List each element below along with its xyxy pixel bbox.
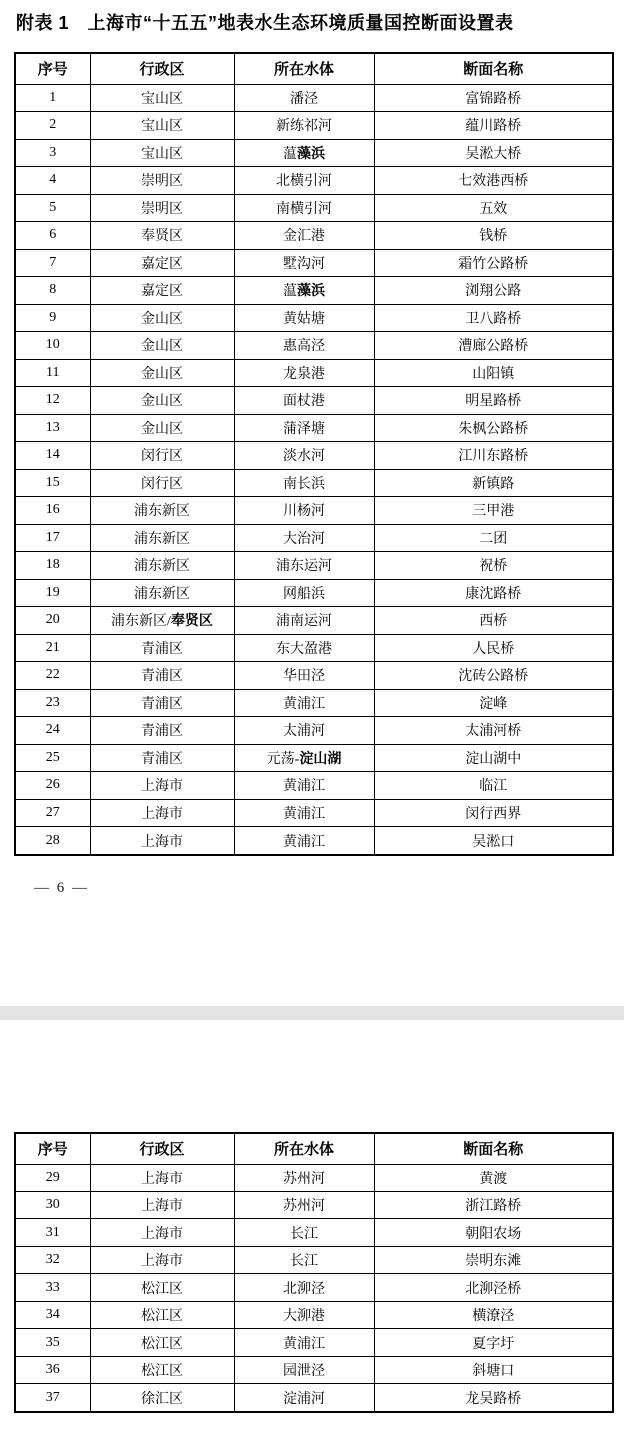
cell-所在水体: 黄浦江: [234, 827, 374, 856]
table-body: [15, 1164, 613, 1412]
table-row: [15, 167, 613, 195]
table-row: [15, 1329, 613, 1356]
cell-行政区: 奉贤区: [90, 222, 234, 250]
cell-所在水体: 南长浜: [234, 469, 374, 497]
cell-所在水体: 龙泉港: [234, 359, 374, 387]
cell-行政区: 金山区: [90, 414, 234, 442]
cell-断面名称: 漕廊公路桥: [374, 332, 613, 360]
cell-序号: 35: [15, 1329, 90, 1356]
table-row: [15, 1164, 613, 1191]
cell-序号: 3: [15, 139, 90, 167]
cell-所在水体: 苏州河: [234, 1191, 374, 1218]
table-row: [15, 84, 613, 112]
cell-断面名称: 淀山湖中: [374, 744, 613, 772]
cell-所在水体: 墅沟河: [234, 249, 374, 277]
cell-断面名称: 临江: [374, 772, 613, 800]
cell-所在水体: 长江: [234, 1219, 374, 1246]
table-row: [15, 387, 613, 415]
table-row: [15, 827, 613, 856]
cell-断面名称: 西桥: [374, 607, 613, 635]
table-header-row: [15, 1133, 613, 1164]
cell-所在水体: 黄姑塘: [234, 304, 374, 332]
cell-所在水体: 东大盈港: [234, 634, 374, 662]
table-row: [15, 222, 613, 250]
cell-行政区: 浦东新区: [90, 552, 234, 580]
cell-断面名称: 新镇路: [374, 469, 613, 497]
cell-所在水体: 黄浦江: [234, 772, 374, 800]
cell-断面名称: 祝桥: [374, 552, 613, 580]
monitoring-table-page1: [14, 52, 614, 856]
cell-序号: 37: [15, 1384, 90, 1412]
cell-所在水体: 园泄泾: [234, 1356, 374, 1383]
cell-序号: 12: [15, 387, 90, 415]
cell-行政区: 崇明区: [90, 167, 234, 195]
cell-断面名称: 明星路桥: [374, 387, 613, 415]
cell-行政区: 青浦区: [90, 662, 234, 690]
table-row: [15, 1191, 613, 1218]
cell-所在水体: 华田泾: [234, 662, 374, 690]
table-row: [15, 1274, 613, 1301]
cell-断面名称: 人民桥: [374, 634, 613, 662]
cell-断面名称: 斜塘口: [374, 1356, 613, 1383]
header-row: [15, 53, 613, 84]
cell-所在水体: 太浦河: [234, 717, 374, 745]
cell-断面名称: 夏字圩: [374, 1329, 613, 1356]
cell-行政区: 嘉定区: [90, 277, 234, 305]
cell-断面名称: 七效港西桥: [374, 167, 613, 195]
cell-行政区: 上海市: [90, 1246, 234, 1273]
table-row: [15, 579, 613, 607]
cell-行政区: 闵行区: [90, 442, 234, 470]
table-row: [15, 772, 613, 800]
cell-序号: 18: [15, 552, 90, 580]
table-row: [15, 1384, 613, 1412]
table-row: [15, 1301, 613, 1328]
cell-行政区: 崇明区: [90, 194, 234, 222]
text-segment: 浦东新区/: [111, 614, 171, 630]
column-header: 行政区: [90, 53, 234, 84]
cell-序号: 13: [15, 414, 90, 442]
table-row: [15, 689, 613, 717]
text-segment: 淀山湖: [299, 751, 342, 767]
cell-所在水体: 苏州河: [234, 1164, 374, 1191]
cell-断面名称: 淀峰: [374, 689, 613, 717]
column-header: 所在水体: [234, 53, 374, 84]
table-row: [15, 194, 613, 222]
column-header: 序号: [15, 53, 90, 84]
cell-行政区: [90, 607, 234, 635]
cell-序号: 17: [15, 524, 90, 552]
cell-序号: 9: [15, 304, 90, 332]
page-number: — 6 —: [34, 880, 89, 896]
table-row: [15, 442, 613, 470]
cell-所在水体: 黄浦江: [234, 1329, 374, 1356]
table-row: [15, 607, 613, 635]
table-row: [15, 112, 613, 140]
cell-序号: 2: [15, 112, 90, 140]
column-header: 断面名称: [374, 53, 613, 84]
cell-行政区: 浦东新区: [90, 497, 234, 525]
cell-断面名称: 康沈路桥: [374, 579, 613, 607]
cell-行政区: 松江区: [90, 1274, 234, 1301]
table-row: [15, 634, 613, 662]
cell-行政区: 青浦区: [90, 689, 234, 717]
cell-所在水体: 大泖港: [234, 1301, 374, 1328]
cell-序号: 24: [15, 717, 90, 745]
cell-序号: 4: [15, 167, 90, 195]
cell-行政区: 上海市: [90, 799, 234, 827]
cell-序号: 28: [15, 827, 90, 856]
cell-行政区: 松江区: [90, 1329, 234, 1356]
cell-所在水体: 北泖泾: [234, 1274, 374, 1301]
text-segment: 蕰: [283, 146, 297, 162]
column-header: 断面名称: [374, 1133, 613, 1164]
text-segment: 藻浜: [297, 284, 325, 300]
cell-所在水体: 黄浦江: [234, 689, 374, 717]
cell-序号: 14: [15, 442, 90, 470]
cell-行政区: 金山区: [90, 332, 234, 360]
cell-断面名称: 北泖泾桥: [374, 1274, 613, 1301]
table-row: [15, 249, 613, 277]
table-row: [15, 524, 613, 552]
cell-行政区: 闵行区: [90, 469, 234, 497]
table-header-row: [15, 53, 613, 84]
table-row: [15, 717, 613, 745]
cell-断面名称: 闵行西界: [374, 799, 613, 827]
table-row: [15, 139, 613, 167]
cell-序号: 19: [15, 579, 90, 607]
table-body: [15, 84, 613, 855]
header-row: [15, 1133, 613, 1164]
cell-所在水体: 淡水河: [234, 442, 374, 470]
doc-title: 附表 1 上海市“十五五”地表水生态环境质量国控断面设置表: [16, 13, 514, 33]
table-row: [15, 414, 613, 442]
cell-断面名称: 朱枫公路桥: [374, 414, 613, 442]
cell-行政区: 浦东新区: [90, 579, 234, 607]
cell-所在水体: 网船浜: [234, 579, 374, 607]
table-row: [15, 359, 613, 387]
cell-行政区: 宝山区: [90, 84, 234, 112]
cell-序号: 36: [15, 1356, 90, 1383]
cell-序号: 15: [15, 469, 90, 497]
cell-所在水体: 川杨河: [234, 497, 374, 525]
cell-断面名称: 朝阳农场: [374, 1219, 613, 1246]
cell-所在水体: 面杖港: [234, 387, 374, 415]
cell-断面名称: 沈砖公路桥: [374, 662, 613, 690]
column-header: 行政区: [90, 1133, 234, 1164]
cell-所在水体: [234, 139, 374, 167]
cell-行政区: 金山区: [90, 387, 234, 415]
cell-行政区: 上海市: [90, 772, 234, 800]
cell-断面名称: 钱桥: [374, 222, 613, 250]
table-row: [15, 552, 613, 580]
cell-所在水体: 北横引河: [234, 167, 374, 195]
text-segment: 元荡-: [266, 751, 300, 767]
cell-断面名称: 太浦河桥: [374, 717, 613, 745]
cell-序号: 20: [15, 607, 90, 635]
text-segment: 藻浜: [297, 146, 325, 162]
cell-序号: 16: [15, 497, 90, 525]
cell-行政区: 青浦区: [90, 634, 234, 662]
cell-行政区: 上海市: [90, 827, 234, 856]
column-header: 所在水体: [234, 1133, 374, 1164]
cell-序号: 31: [15, 1219, 90, 1246]
table-row: [15, 332, 613, 360]
cell-断面名称: 崇明东滩: [374, 1246, 613, 1273]
text-segment: 蕰: [283, 284, 297, 300]
cell-断面名称: 龙吴路桥: [374, 1384, 613, 1412]
cell-行政区: 青浦区: [90, 717, 234, 745]
cell-序号: 7: [15, 249, 90, 277]
cell-断面名称: 卫八路桥: [374, 304, 613, 332]
cell-断面名称: 浏翔公路: [374, 277, 613, 305]
page-separator: [0, 1006, 624, 1020]
cell-所在水体: 蒲泽塘: [234, 414, 374, 442]
cell-序号: 10: [15, 332, 90, 360]
cell-断面名称: 黄渡: [374, 1164, 613, 1191]
cell-所在水体: 长江: [234, 1246, 374, 1273]
cell-序号: 6: [15, 222, 90, 250]
cell-所在水体: 黄浦江: [234, 799, 374, 827]
cell-序号: 26: [15, 772, 90, 800]
cell-行政区: 松江区: [90, 1301, 234, 1328]
cell-所在水体: 淀浦河: [234, 1384, 374, 1412]
cell-所在水体: 浦南运河: [234, 607, 374, 635]
cell-行政区: 嘉定区: [90, 249, 234, 277]
cell-断面名称: 五效: [374, 194, 613, 222]
table-row: [15, 744, 613, 772]
cell-行政区: 金山区: [90, 304, 234, 332]
cell-断面名称: 江川东路桥: [374, 442, 613, 470]
cell-所在水体: [234, 277, 374, 305]
cell-断面名称: 二团: [374, 524, 613, 552]
cell-序号: 21: [15, 634, 90, 662]
table-row: [15, 1246, 613, 1273]
table-row: [15, 304, 613, 332]
cell-断面名称: 吴淞口: [374, 827, 613, 856]
cell-序号: 11: [15, 359, 90, 387]
table-row: [15, 662, 613, 690]
cell-行政区: 徐汇区: [90, 1384, 234, 1412]
cell-所在水体: 金汇港: [234, 222, 374, 250]
column-header: 序号: [15, 1133, 90, 1164]
cell-序号: 22: [15, 662, 90, 690]
table-row: [15, 277, 613, 305]
cell-序号: 29: [15, 1164, 90, 1191]
table-row: [15, 799, 613, 827]
cell-断面名称: 三甲港: [374, 497, 613, 525]
table-row: [15, 497, 613, 525]
cell-序号: 23: [15, 689, 90, 717]
cell-序号: 33: [15, 1274, 90, 1301]
cell-断面名称: 山阳镇: [374, 359, 613, 387]
cell-行政区: 浦东新区: [90, 524, 234, 552]
cell-序号: 5: [15, 194, 90, 222]
text-segment: 奉贤区: [170, 614, 213, 630]
cell-所在水体: 大治河: [234, 524, 374, 552]
cell-行政区: 宝山区: [90, 139, 234, 167]
cell-序号: 1: [15, 84, 90, 112]
cell-行政区: 青浦区: [90, 744, 234, 772]
cell-行政区: 上海市: [90, 1164, 234, 1191]
cell-序号: 25: [15, 744, 90, 772]
cell-所在水体: 新练祁河: [234, 112, 374, 140]
cell-行政区: 金山区: [90, 359, 234, 387]
cell-所在水体: 潘泾: [234, 84, 374, 112]
cell-所在水体: [234, 744, 374, 772]
cell-序号: 34: [15, 1301, 90, 1328]
monitoring-table-page2: [14, 1132, 614, 1413]
cell-断面名称: 浙江路桥: [374, 1191, 613, 1218]
cell-断面名称: 吴淞大桥: [374, 139, 613, 167]
cell-序号: 32: [15, 1246, 90, 1273]
cell-序号: 8: [15, 277, 90, 305]
table-row: [15, 1219, 613, 1246]
cell-序号: 30: [15, 1191, 90, 1218]
cell-行政区: 上海市: [90, 1191, 234, 1218]
table-row: [15, 469, 613, 497]
cell-行政区: 宝山区: [90, 112, 234, 140]
cell-断面名称: 横潦泾: [374, 1301, 613, 1328]
cell-所在水体: 南横引河: [234, 194, 374, 222]
cell-所在水体: 惠高泾: [234, 332, 374, 360]
cell-断面名称: 富锦路桥: [374, 84, 613, 112]
cell-断面名称: 蕴川路桥: [374, 112, 613, 140]
cell-所在水体: 浦东运河: [234, 552, 374, 580]
cell-断面名称: 霜竹公路桥: [374, 249, 613, 277]
cell-序号: 27: [15, 799, 90, 827]
table-row: [15, 1356, 613, 1383]
cell-行政区: 松江区: [90, 1356, 234, 1383]
cell-行政区: 上海市: [90, 1219, 234, 1246]
